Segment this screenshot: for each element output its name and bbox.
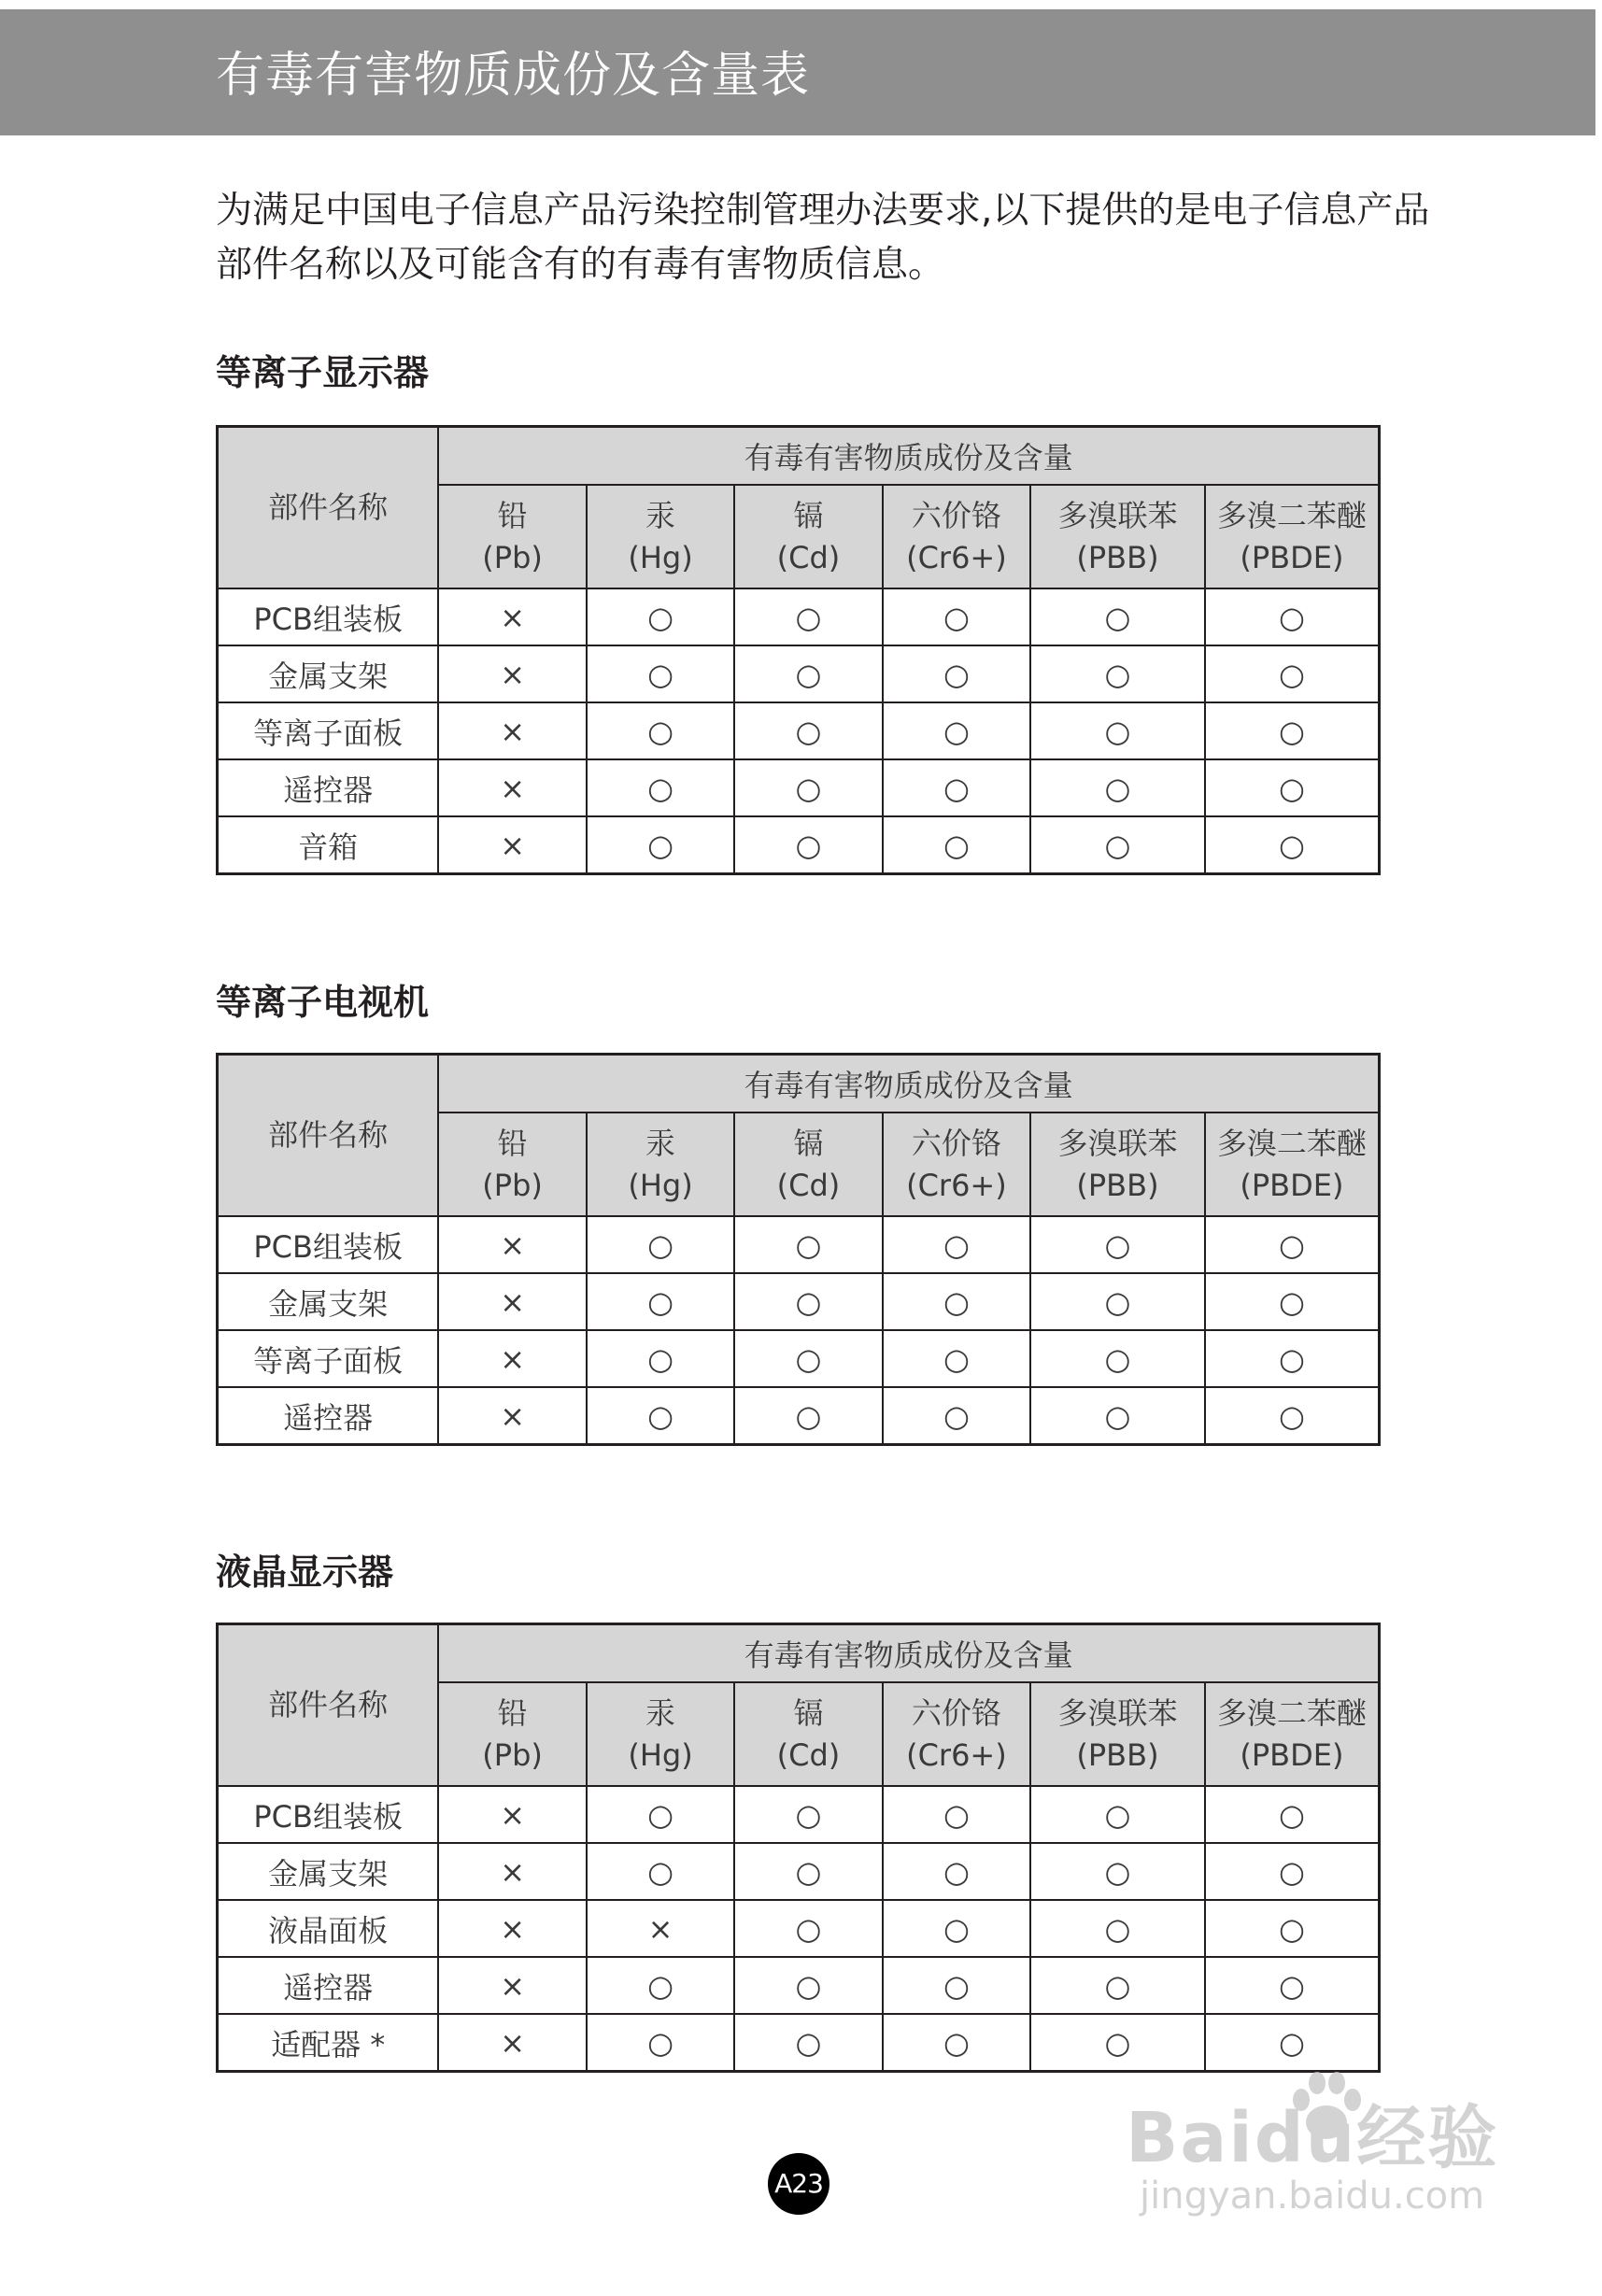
substance-mark-cell: ○ xyxy=(883,1330,1030,1387)
intro-paragraph: 为满足中国电子信息产品污染控制管理办法要求,以下提供的是电子信息产品部件名称以及可能含有的有毒有害物质信息。 xyxy=(216,190,1430,286)
column-header-part: 部件名称 xyxy=(218,1624,439,1787)
substance-mark-cell: ○ xyxy=(587,1273,734,1330)
substance-mark-cell: ○ xyxy=(1205,1273,1380,1330)
table-row xyxy=(218,1387,1380,1445)
table-row xyxy=(218,2014,1380,2072)
substance-mark-cell: ○ xyxy=(587,1957,734,2014)
substance-mark-cell: ○ xyxy=(587,1786,734,1843)
substance-mark-cell: ○ xyxy=(734,1957,882,2014)
substance-mark-cell: ○ xyxy=(1205,1330,1380,1387)
column-group-header: 有毒有害物质成份及含量 xyxy=(438,427,1379,486)
table-row xyxy=(218,1900,1380,1957)
substance-mark-cell: ○ xyxy=(587,702,734,759)
substance-symbol: (Hg) xyxy=(628,1167,693,1203)
column-header-substance xyxy=(1030,1682,1205,1786)
part-name-cell: PCB组装板 xyxy=(218,588,439,645)
substance-mark-cell: ○ xyxy=(883,816,1030,874)
substance-mark-cell: × xyxy=(438,1957,586,2014)
substance-symbol: (Cd) xyxy=(776,1167,841,1203)
part-name-cell: PCB组装板 xyxy=(218,1786,439,1843)
substance-mark-cell: × xyxy=(438,759,586,816)
column-header-substance xyxy=(883,485,1030,588)
substance-name: 汞 xyxy=(645,1694,676,1731)
substance-mark-cell: × xyxy=(438,1387,586,1445)
part-name-cell: 遥控器 xyxy=(218,759,439,816)
substance-symbol: (PBB) xyxy=(1076,1736,1159,1773)
substance-mark-cell: ○ xyxy=(1205,702,1380,759)
section-heading: 等离子显示器 xyxy=(216,352,430,393)
part-name-cell: 等离子面板 xyxy=(218,1330,439,1387)
substance-mark-cell: ○ xyxy=(587,1843,734,1900)
substance-mark-cell: ○ xyxy=(1030,1273,1205,1330)
substance-mark-cell: ○ xyxy=(734,1843,882,1900)
substance-mark-cell: × xyxy=(438,1273,586,1330)
baidu-watermark xyxy=(1126,2064,1518,2232)
substance-mark-cell: × xyxy=(438,816,586,874)
column-header-substance xyxy=(438,1682,586,1786)
substance-mark-cell: ○ xyxy=(734,588,882,645)
table-row xyxy=(218,759,1380,816)
substance-mark-cell: ○ xyxy=(587,2014,734,2072)
substance-name: 多溴二苯醚 xyxy=(1216,1125,1367,1161)
substance-mark-cell: ○ xyxy=(883,1273,1030,1330)
part-name-cell: 金属支架 xyxy=(218,645,439,702)
part-name-cell: 金属支架 xyxy=(218,1843,439,1900)
part-name-cell: 遥控器 xyxy=(218,1387,439,1445)
substance-name: 铅 xyxy=(497,497,528,533)
table-row xyxy=(218,1330,1380,1387)
substance-symbol: (Cr6+) xyxy=(906,1167,1007,1203)
column-header-substance xyxy=(734,485,882,588)
section-heading: 液晶显示器 xyxy=(216,1552,394,1593)
substance-mark-cell: ○ xyxy=(1205,645,1380,702)
column-header-substance xyxy=(438,1113,586,1216)
substance-name: 多溴二苯醚 xyxy=(1216,497,1367,533)
substance-symbol: (PBDE) xyxy=(1240,1736,1344,1773)
column-header-substance xyxy=(438,485,586,588)
substance-mark-cell: ○ xyxy=(883,588,1030,645)
substance-symbol: (Hg) xyxy=(628,539,693,575)
substance-symbol: (Cd) xyxy=(776,539,841,575)
substance-mark-cell: ○ xyxy=(1030,759,1205,816)
substance-name: 六价铬 xyxy=(911,1694,1001,1731)
substance-mark-cell: ○ xyxy=(1030,816,1205,874)
table-row xyxy=(218,702,1380,759)
substance-mark-cell: ○ xyxy=(883,759,1030,816)
substance-mark-cell: ○ xyxy=(1205,1387,1380,1445)
substance-symbol: (Cr6+) xyxy=(906,1736,1007,1773)
substance-symbol: (Cd) xyxy=(776,1736,841,1773)
table-row xyxy=(218,1957,1380,2014)
substance-mark-cell: ○ xyxy=(1030,1786,1205,1843)
column-header-substance xyxy=(587,485,734,588)
substance-mark-cell: ○ xyxy=(1205,759,1380,816)
substance-mark-cell: ○ xyxy=(587,645,734,702)
substance-mark-cell: ○ xyxy=(587,588,734,645)
part-name-cell: 等离子面板 xyxy=(218,702,439,759)
substance-name: 六价铬 xyxy=(911,1125,1001,1161)
substance-mark-cell: ○ xyxy=(734,702,882,759)
substance-mark-cell: ○ xyxy=(1205,816,1380,874)
substance-mark-cell: × xyxy=(438,702,586,759)
substance-mark-cell: ○ xyxy=(587,1330,734,1387)
substance-name: 多溴联苯 xyxy=(1057,1125,1178,1161)
substance-mark-cell: ○ xyxy=(883,2014,1030,2072)
column-group-header: 有毒有害物质成份及含量 xyxy=(438,1624,1379,1683)
column-header-substance xyxy=(1030,1113,1205,1216)
substance-name: 镉 xyxy=(793,1694,824,1731)
part-name-cell: 音箱 xyxy=(218,816,439,874)
part-name-cell: 金属支架 xyxy=(218,1273,439,1330)
table-row xyxy=(218,1786,1380,1843)
watermark-url: jingyan.baidu.com xyxy=(1140,2175,1485,2218)
substance-mark-cell: ○ xyxy=(734,1216,882,1273)
substance-mark-cell: ○ xyxy=(734,2014,882,2072)
hazard-table xyxy=(216,425,1381,875)
substance-mark-cell: ○ xyxy=(1030,1957,1205,2014)
watermark-brand: Baidu经验 xyxy=(1126,2098,1499,2178)
substance-mark-cell: ○ xyxy=(1205,2014,1380,2072)
column-header-substance xyxy=(1205,485,1380,588)
substance-mark-cell: ○ xyxy=(1205,1900,1380,1957)
substance-mark-cell: ○ xyxy=(883,702,1030,759)
substance-name: 镉 xyxy=(793,497,824,533)
substance-symbol: (PBB) xyxy=(1076,539,1159,575)
substance-symbol: (Pb) xyxy=(482,1167,543,1203)
substance-mark-cell: ○ xyxy=(883,1900,1030,1957)
substance-mark-cell: ○ xyxy=(1205,1786,1380,1843)
column-header-part: 部件名称 xyxy=(218,427,439,589)
substance-mark-cell: ○ xyxy=(587,1216,734,1273)
substance-name: 多溴联苯 xyxy=(1057,497,1178,533)
substance-mark-cell: ○ xyxy=(1030,2014,1205,2072)
substance-name: 多溴联苯 xyxy=(1057,1694,1178,1731)
page-title: 有毒有害物质成份及含量表 xyxy=(216,48,811,104)
substance-mark-cell: ○ xyxy=(883,1786,1030,1843)
hazard-table xyxy=(216,1053,1381,1446)
substance-mark-cell: ○ xyxy=(734,1786,882,1843)
substance-name: 汞 xyxy=(645,1125,676,1161)
part-name-cell: PCB组装板 xyxy=(218,1216,439,1273)
substance-mark-cell: ○ xyxy=(1030,1900,1205,1957)
substance-name: 汞 xyxy=(645,497,676,533)
substance-mark-cell: × xyxy=(438,1786,586,1843)
substance-mark-cell: ○ xyxy=(734,1273,882,1330)
substance-mark-cell: × xyxy=(438,588,586,645)
section-heading: 等离子电视机 xyxy=(216,982,430,1023)
substance-symbol: (Pb) xyxy=(482,539,543,575)
column-header-substance xyxy=(734,1682,882,1786)
substance-mark-cell: ○ xyxy=(734,645,882,702)
substance-mark-cell: ○ xyxy=(587,816,734,874)
substance-mark-cell: × xyxy=(438,645,586,702)
substance-mark-cell: ○ xyxy=(1030,588,1205,645)
substance-mark-cell: ○ xyxy=(1030,1216,1205,1273)
substance-name: 铅 xyxy=(497,1694,528,1731)
substance-symbol: (PBDE) xyxy=(1240,539,1344,575)
substance-mark-cell: ○ xyxy=(734,1330,882,1387)
substance-mark-cell: ○ xyxy=(587,1387,734,1445)
substance-name: 镉 xyxy=(793,1125,824,1161)
substance-symbol: (PBB) xyxy=(1076,1167,1159,1203)
table-row xyxy=(218,645,1380,702)
substance-symbol: (Hg) xyxy=(628,1736,693,1773)
column-group-header: 有毒有害物质成份及含量 xyxy=(438,1055,1379,1113)
substance-mark-cell: ○ xyxy=(883,1843,1030,1900)
table-row xyxy=(218,1843,1380,1900)
substance-mark-cell: ○ xyxy=(734,1387,882,1445)
substance-symbol: (PBDE) xyxy=(1240,1167,1344,1203)
part-name-cell: 遥控器 xyxy=(218,1957,439,2014)
page-number-badge: A23 xyxy=(768,2153,829,2215)
hazard-table xyxy=(216,1623,1381,2073)
substance-name: 六价铬 xyxy=(911,497,1001,533)
substance-mark-cell: ○ xyxy=(1205,1843,1380,1900)
substance-name: 多溴二苯醚 xyxy=(1216,1694,1367,1731)
substance-mark-cell: ○ xyxy=(883,645,1030,702)
table-row xyxy=(218,816,1380,874)
substance-symbol: (Pb) xyxy=(482,1736,543,1773)
substance-mark-cell: × xyxy=(587,1900,734,1957)
column-header-substance xyxy=(587,1113,734,1216)
column-header-substance xyxy=(587,1682,734,1786)
substance-mark-cell: ○ xyxy=(734,759,882,816)
column-header-substance xyxy=(883,1113,1030,1216)
substance-mark-cell: × xyxy=(438,1330,586,1387)
substance-mark-cell: ○ xyxy=(1030,645,1205,702)
substance-symbol: (Cr6+) xyxy=(906,539,1007,575)
substance-mark-cell: ○ xyxy=(883,1957,1030,2014)
column-header-substance xyxy=(883,1682,1030,1786)
column-header-part: 部件名称 xyxy=(218,1055,439,1217)
substance-mark-cell: ○ xyxy=(1205,1957,1380,2014)
substance-mark-cell: ○ xyxy=(883,1387,1030,1445)
column-header-substance xyxy=(1205,1113,1380,1216)
substance-mark-cell: ○ xyxy=(1030,1387,1205,1445)
part-name-cell: 液晶面板 xyxy=(218,1900,439,1957)
substance-mark-cell: × xyxy=(438,2014,586,2072)
substance-mark-cell: ○ xyxy=(1030,702,1205,759)
substance-name: 铅 xyxy=(497,1125,528,1161)
substance-mark-cell: ○ xyxy=(1205,1216,1380,1273)
substance-mark-cell: ○ xyxy=(734,1900,882,1957)
substance-mark-cell: ○ xyxy=(734,816,882,874)
column-header-substance xyxy=(734,1113,882,1216)
table-row xyxy=(218,1273,1380,1330)
table-row xyxy=(218,1216,1380,1273)
part-name-cell: 适配器 * xyxy=(218,2014,439,2072)
substance-mark-cell: ○ xyxy=(1030,1330,1205,1387)
column-header-substance xyxy=(1205,1682,1380,1786)
substance-mark-cell: × xyxy=(438,1843,586,1900)
substance-mark-cell: × xyxy=(438,1216,586,1273)
substance-mark-cell: ○ xyxy=(1030,1843,1205,1900)
column-header-substance xyxy=(1030,485,1205,588)
substance-mark-cell: ○ xyxy=(587,759,734,816)
substance-mark-cell: ○ xyxy=(883,1216,1030,1273)
substance-mark-cell: × xyxy=(438,1900,586,1957)
substance-mark-cell: ○ xyxy=(1205,588,1380,645)
table-row xyxy=(218,588,1380,645)
